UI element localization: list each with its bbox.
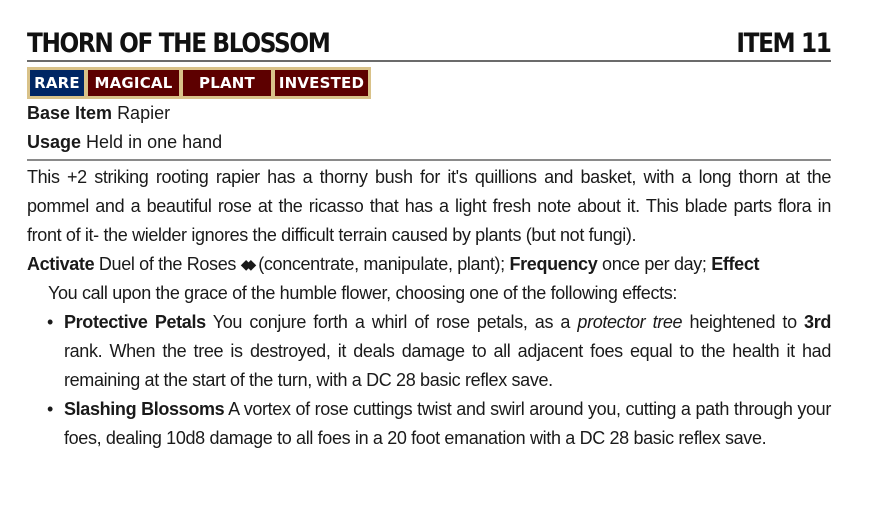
effect-name: Slashing Blossoms [64, 399, 225, 419]
list-item [27, 308, 831, 395]
base-item-line [27, 99, 831, 128]
trait-invested: INVESTED [275, 70, 368, 96]
effects-list [27, 308, 831, 453]
usage-line [27, 128, 831, 157]
effect-name: Protective Petals [64, 312, 206, 332]
effect-text-after: rank. When the tree is destroyed, it deals damage to all adjacent foes equal to the health it had remaining at the start of the turn, with a DC 28 basic reflex save. [64, 341, 831, 390]
trait-magical: MAGICAL [88, 70, 179, 96]
effect-text: A vortex of rose cuttings twist and swirl around you, cutting a path through your foes, dealing 10d8 damage to all foes in a 20 foot emanation with a DC 28 basic reflex save. [64, 399, 831, 448]
effect-italic-term: protector tree [577, 312, 683, 332]
activate-label: Activate [27, 254, 95, 274]
base-item-value: Rapier [117, 103, 171, 123]
usage-value: Held in one hand [86, 132, 223, 152]
effect-rank: 3rd [804, 312, 832, 332]
frequency-label: Frequency [509, 254, 598, 274]
two-actions-icon: ◆◆ [240, 256, 251, 272]
bullet-icon: • [47, 399, 53, 419]
effect-text: You call upon the grace of the humble flower, choosing one of the following effects: [48, 283, 678, 303]
item-header [27, 26, 831, 62]
bullet-icon: • [47, 312, 53, 332]
item-name: THORN OF THE BLOSSOM [27, 28, 330, 59]
item-stat-block [27, 26, 831, 453]
activate-name: Duel of the Roses [98, 254, 237, 274]
effect-text-middle: heightened to [689, 312, 797, 332]
activate-traits: (concentrate, manipulate, plant); [258, 254, 505, 274]
activate-line [27, 250, 831, 279]
trait-plant: PLANT [183, 70, 271, 96]
list-item [27, 395, 831, 453]
effect-label: Effect [711, 254, 760, 274]
trait-rare: RARE [30, 70, 84, 96]
usage-label: Usage [27, 132, 82, 152]
item-description: This +2 striking rooting rapier has a thorny bush for it's quillions and basket, with a long thorn at the pommel and a beautiful rose at the ricasso that has a light fresh note about it. This blade parts flora in front of it- the wielder ignores the difficult terrain caused by plants (but not fungi). [27, 167, 831, 245]
section-divider [27, 159, 831, 161]
base-item-label: Base Item [27, 103, 113, 123]
effect-text-before: You conjure forth a whirl of rose petals, as a [212, 312, 571, 332]
item-level: ITEM 11 [736, 28, 831, 59]
frequency-value: once per day; [602, 254, 707, 274]
trait-bar [27, 67, 371, 99]
